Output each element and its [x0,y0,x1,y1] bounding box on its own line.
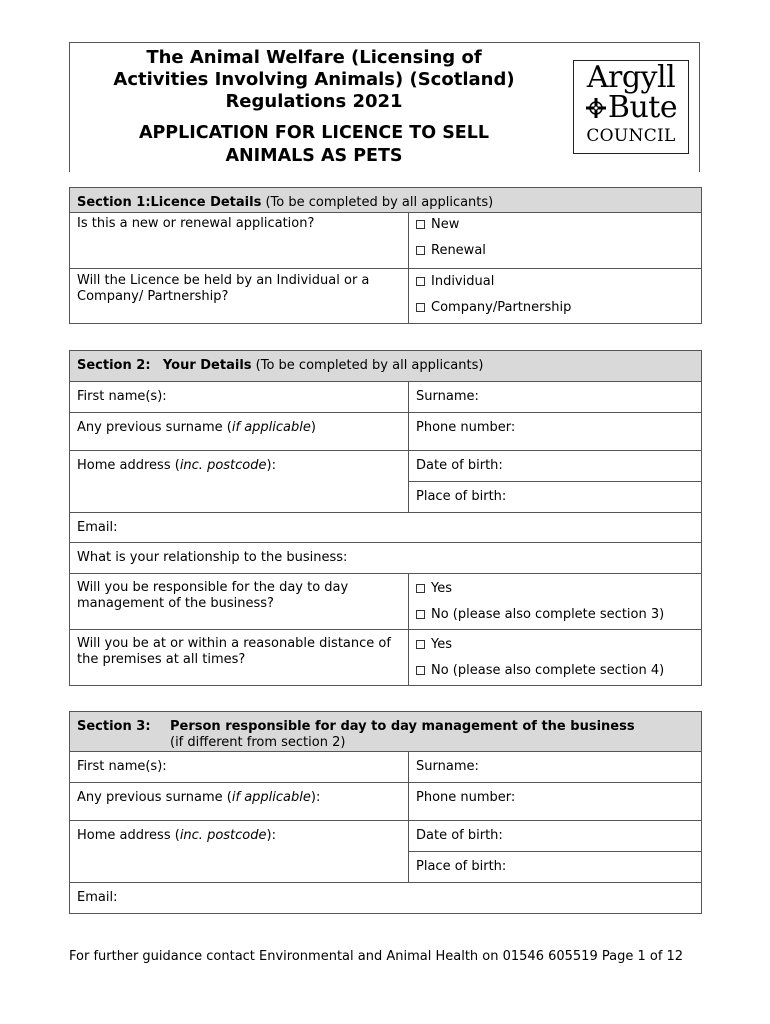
section-3-title: Person responsible for day to day management of the business [170,719,635,734]
s3-home-address-close: ): [266,828,276,843]
home-address-close: ): [266,458,276,473]
email-label: Email: [77,520,118,535]
checkbox-icon[interactable] [416,584,425,593]
s3-phone-label: Phone number: [416,790,516,805]
previous-surname-label: Any previous surname ( [77,420,232,435]
s3-email-label: Email: [77,890,118,905]
s3-date-of-birth-label: Date of birth: [416,828,503,843]
logo-line-2 [574,90,688,125]
section-1-title: Section 1:Licence Details [77,195,262,210]
option-day-no-label: No (please also complete section 3) [431,606,665,622]
s3-email-field[interactable] [70,883,702,914]
checkbox-icon[interactable] [416,220,425,229]
phone-label: Phone number: [416,420,516,435]
section-1-header [70,188,702,213]
celtic-cross-icon [585,97,607,119]
section-1-note: (To be completed by all applicants) [265,195,494,210]
option-renewal[interactable] [416,242,694,258]
council-logo [573,60,689,154]
option-day-yes-label: Yes [431,580,452,596]
application-type-label: Is this a new or renewal application? [77,216,315,231]
logo-line-1: Argyll [586,60,676,95]
s3-first-name-label: First name(s): [77,759,167,774]
previous-surname-hint: if applicable [231,420,311,435]
email-field[interactable] [70,513,702,543]
option-company[interactable] [416,299,694,315]
title-line-1: The Animal Welfare (Licensing of [146,47,482,68]
date-of-birth-field[interactable] [409,451,702,482]
section-3-table [69,711,702,914]
s3-place-of-birth-field[interactable] [409,852,702,883]
application-type-options [409,213,702,269]
option-individual-label: Individual [431,273,495,289]
distance-question [70,630,409,686]
s3-home-address-hint: inc. postcode [179,828,267,843]
option-distance-yes-label: Yes [431,636,452,652]
s3-first-name-field[interactable] [70,752,409,783]
previous-surname-field[interactable] [70,413,409,451]
title-block [70,47,558,168]
title-line-3: Regulations 2021 [225,91,403,112]
checkbox-icon[interactable] [416,640,425,649]
s3-place-of-birth-label: Place of birth: [416,859,507,874]
day-to-day-label: Will you be responsible for the day to day management of the business? [77,580,349,611]
application-title [70,122,558,168]
phone-field[interactable] [409,413,702,451]
distance-label: Will you be at or within a reasonable distance of the premises at all times? [77,636,391,667]
date-of-birth-label: Date of birth: [416,458,503,473]
footer-text: For further guidance contact Environmental and Animal Health on 01546 605519 Page 1 of 12 [69,949,684,964]
licence-holder-label: Will the Licence be held by an Individual or a Company/ Partnership? [77,273,370,304]
option-new-label: New [431,216,460,232]
checkbox-icon[interactable] [416,303,425,312]
checkbox-icon[interactable] [416,610,425,619]
place-of-birth-field[interactable] [409,482,702,513]
s3-previous-surname-close: ): [310,790,321,805]
subtitle-line-2: ANIMALS AS PETS [225,146,403,166]
logo-line-2-text: Bute [607,90,678,125]
s3-previous-surname-field[interactable] [70,783,409,821]
day-to-day-options [409,574,702,630]
section-2-note: (To be completed by all applicants) [255,358,484,373]
section-2-number: Section 2: [77,358,151,373]
s3-home-address-label: Home address ( [77,828,180,843]
checkbox-icon[interactable] [416,277,425,286]
title-line-2: Activities Involving Animals) (Scotland) [113,69,515,90]
first-name-label: First name(s): [77,389,167,404]
s3-phone-field[interactable] [409,783,702,821]
relationship-label: What is your relationship to the business: [77,550,348,565]
section-1-table [69,187,702,324]
application-type-question [70,213,409,269]
section-2-title: Your Details [162,358,252,373]
s3-previous-surname-label: Any previous surname ( [77,790,232,805]
licence-holder-question [70,269,409,324]
section-3-note: (if different from section 2) [170,735,346,750]
footer [69,949,705,965]
home-address-hint: inc. postcode [179,458,267,473]
place-of-birth-label: Place of birth: [416,489,507,504]
option-distance-yes[interactable] [416,636,694,652]
section-3-header [70,712,702,752]
surname-field[interactable] [409,382,702,413]
licence-holder-options [409,269,702,324]
s3-surname-field[interactable] [409,752,702,783]
subtitle-line-1: APPLICATION FOR LICENCE TO SELL [138,123,490,143]
option-company-label: Company/Partnership [431,299,572,315]
option-distance-no[interactable] [416,662,694,678]
checkbox-icon[interactable] [416,246,425,255]
option-individual[interactable] [416,273,694,289]
home-address-label: Home address ( [77,458,180,473]
previous-surname-close: ) [310,420,316,435]
day-to-day-question [70,574,409,630]
s3-date-of-birth-field[interactable] [409,821,702,852]
header-box [69,42,700,172]
s3-previous-surname-hint: if applicable [231,790,311,805]
s3-home-address-field[interactable] [70,821,409,883]
checkbox-icon[interactable] [416,666,425,675]
option-day-yes[interactable] [416,580,694,596]
section-2-table [69,350,702,686]
option-new[interactable] [416,216,694,232]
relationship-field[interactable] [70,543,702,574]
logo-line-3: COUNCIL [586,126,676,146]
option-day-no[interactable] [416,606,694,622]
first-name-field[interactable] [70,382,409,413]
home-address-field[interactable] [70,451,409,513]
option-distance-no-label: No (please also complete section 4) [431,662,665,678]
surname-label: Surname: [416,389,479,404]
section-3-number: Section 3: [77,719,151,734]
regulations-title [70,47,558,113]
distance-options [409,630,702,686]
s3-surname-label: Surname: [416,759,479,774]
option-renewal-label: Renewal [431,242,486,258]
section-2-header [70,351,702,382]
